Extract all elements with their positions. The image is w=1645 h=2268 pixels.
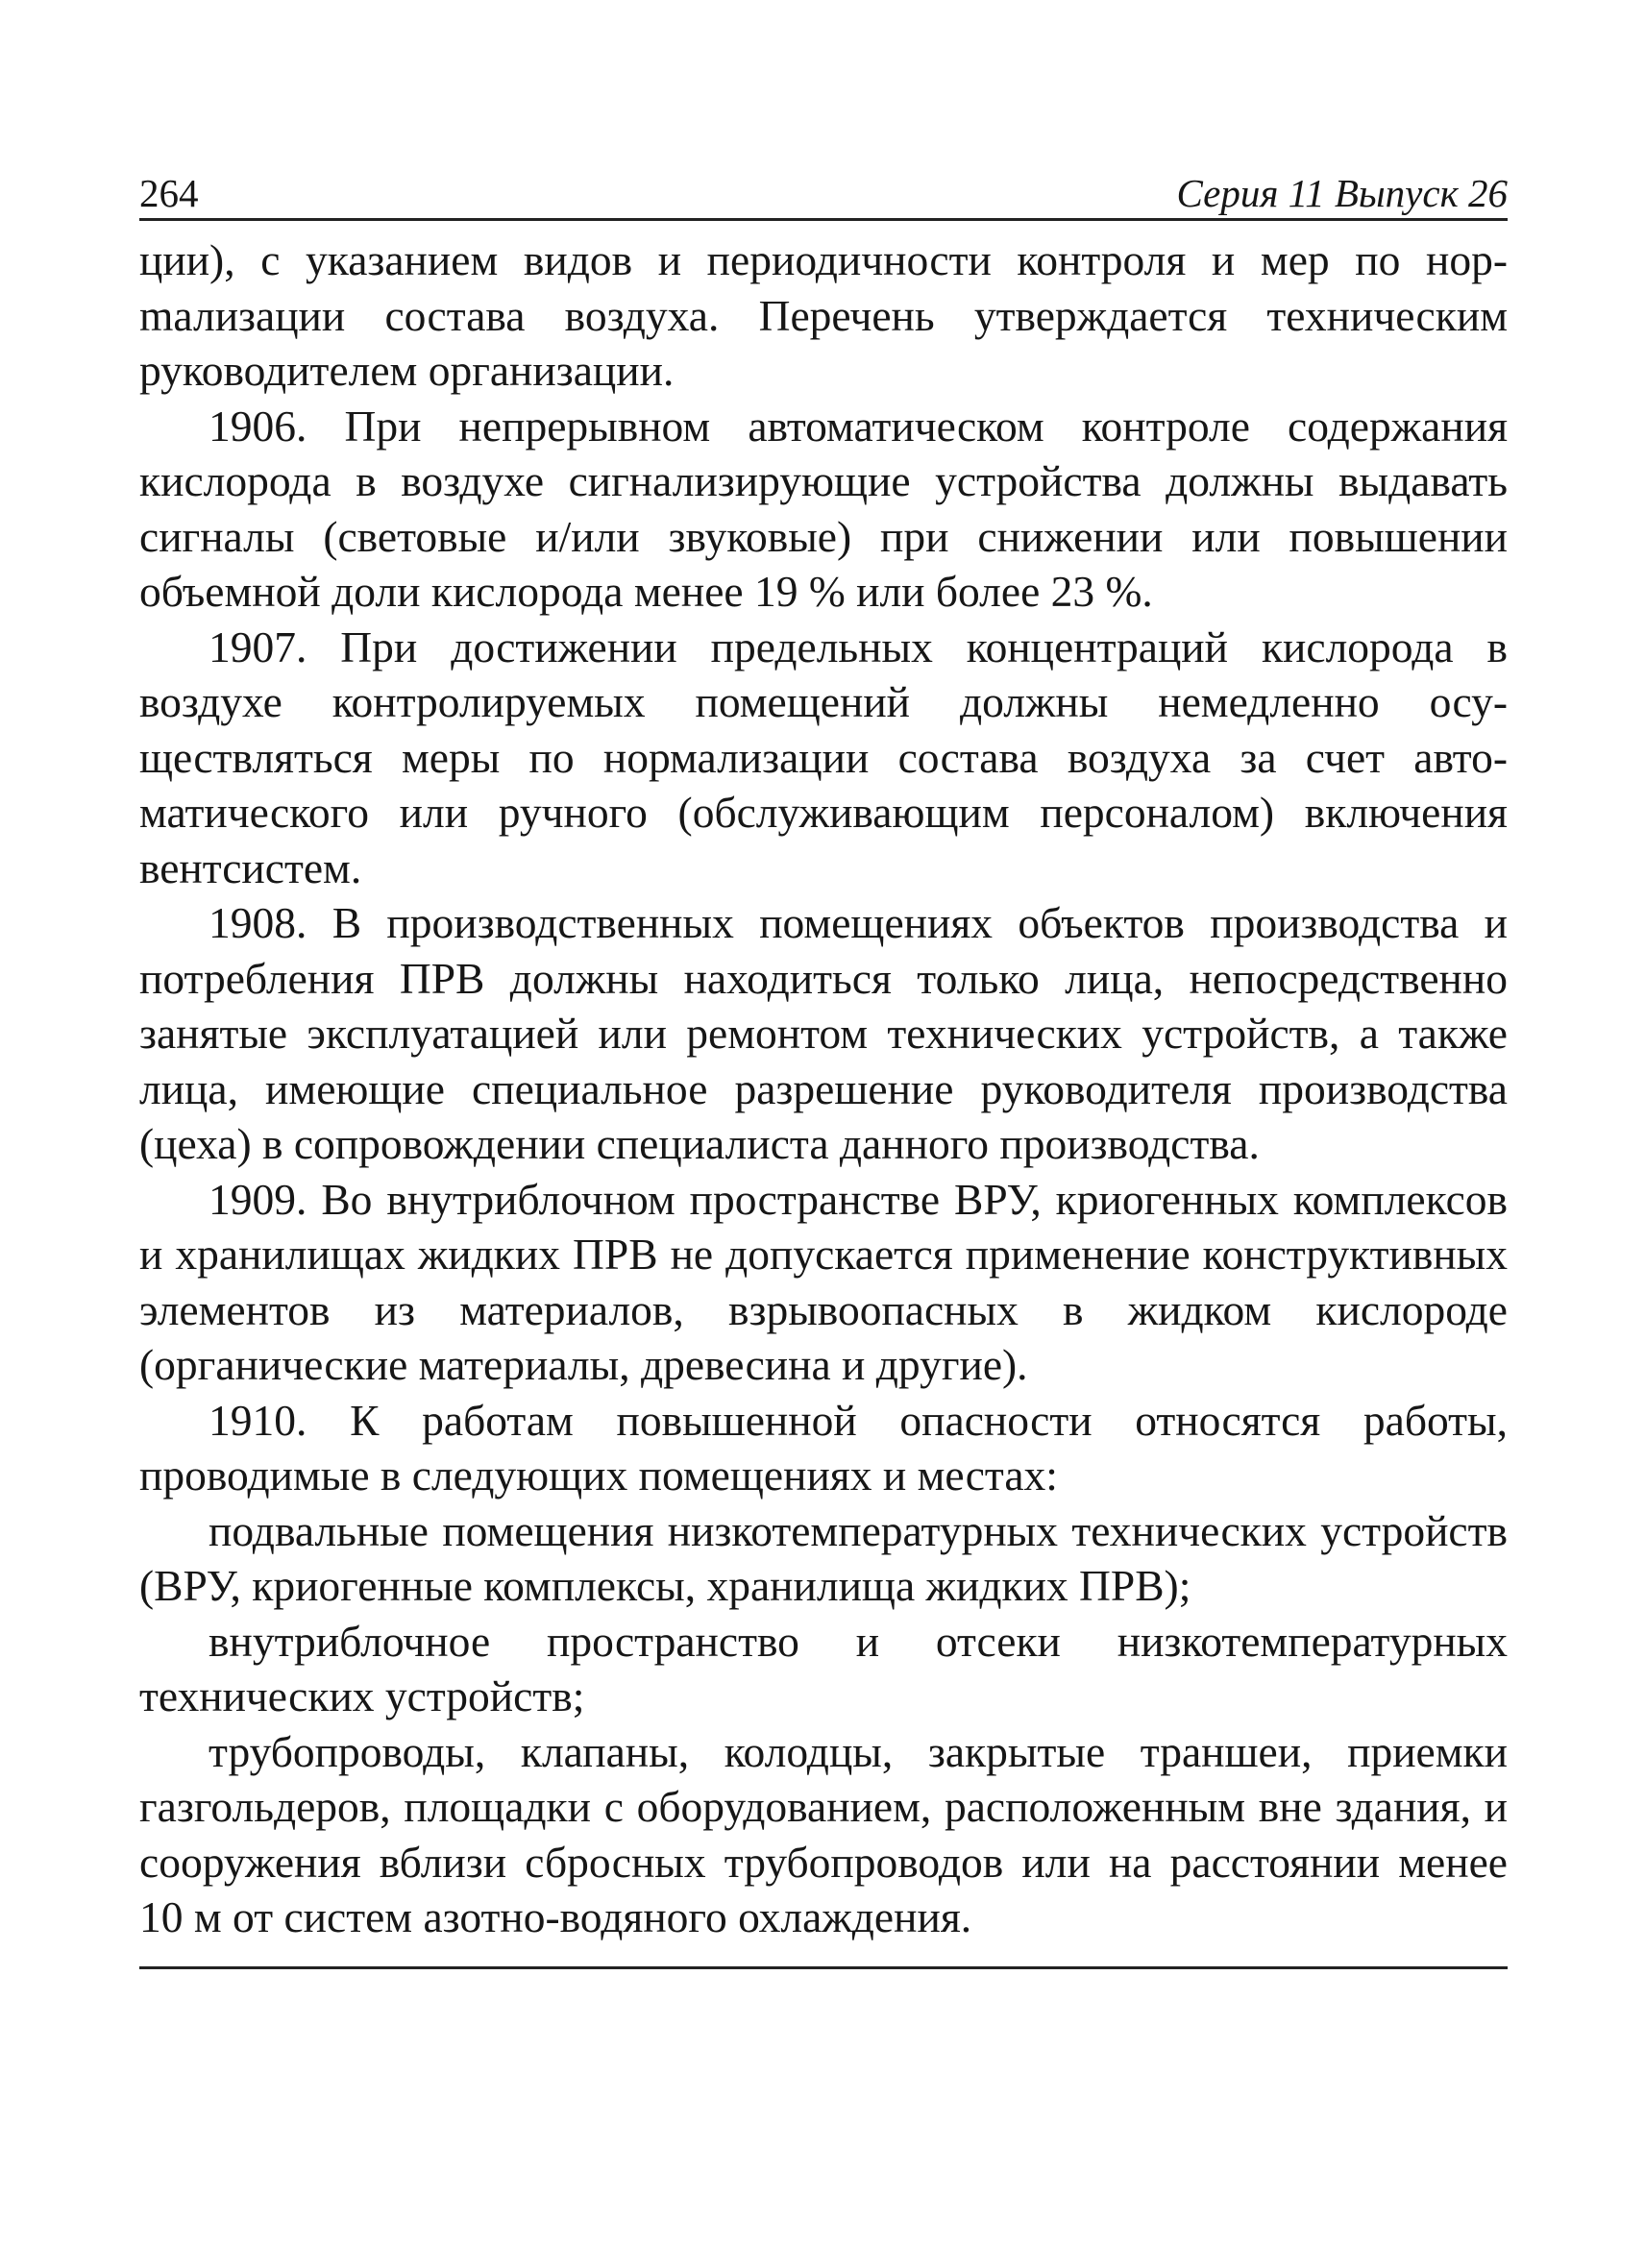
paragraph-continuation: ции), с указанием видов и периодичности контроля и мер по норmализации состава воздуха. Перечень утверждается техническим руководителем организации. xyxy=(139,235,1508,395)
paragraph-1907: 1907. При достижении предельных концентраций кислорода в воздухе контролируемых помещений должны немедленно осуществляться меры по нормализации состава воздуха за счет автоматического или ручного (обслуживающим персоналом) включения вентсистем. xyxy=(139,622,1508,892)
list-item-internal-space: внутриблочное пространство и отсеки низкотемпературных технических устройств; xyxy=(139,1616,1508,1720)
paragraph-1910: 1910. К работам повышенной опасности относятся работы, проводимые в следующих помещениях и местах: xyxy=(139,1395,1508,1500)
document-page xyxy=(139,168,1508,1969)
running-header xyxy=(139,168,1508,221)
list-item-pipelines: трубопроводы, клапаны, колодцы, закрытые траншеи, приемки газгольдеров, площадки с оборудованием, расположенным вне здания, и сооружения вблизи сбросных трубопроводов или на расстоянии менее 10 м от систем азотно-водяного охлаждения. xyxy=(139,1726,1508,1941)
page-number: 264 xyxy=(139,171,199,215)
paragraph-1909: 1909. Во внутриблочном пространстве ВРУ, криогенных комплексов и хранилищах жидких ПРВ не допускается применение конструктивных элементов из материалов, взрывоопасных в жидком кислороде (органические материалы, древесина и другие). xyxy=(139,1174,1508,1389)
paragraph-1906: 1906. При непрерывном автоматическом контроле содержания кислорода в воздухе сигнализирующие устройства должны выдавать сигналы (световые и/или звуковые) при снижении или повышении объемной доли кислорода менее 19 % или более 23 %. xyxy=(139,401,1508,616)
body-text xyxy=(139,232,1508,1945)
series-title: Серия 11 Выпуск 26 xyxy=(1176,171,1508,215)
footer-rule xyxy=(139,1966,1508,1969)
paragraph-1908: 1908. В производственных помещениях объектов производства и потребления ПРВ должны находиться только лица, непосредственно занятые эксплуатацией или ремонтом технических устройств, а также лица, имеющие специальное разрешение руководителя производства (цеха) в сопровождении специалиста данного производства. xyxy=(139,898,1508,1168)
list-item-basement: подвальные помещения низкотемпературных технических устройств (ВРУ, криогенные комплексы, хранилища жидких ПРВ); xyxy=(139,1505,1508,1610)
